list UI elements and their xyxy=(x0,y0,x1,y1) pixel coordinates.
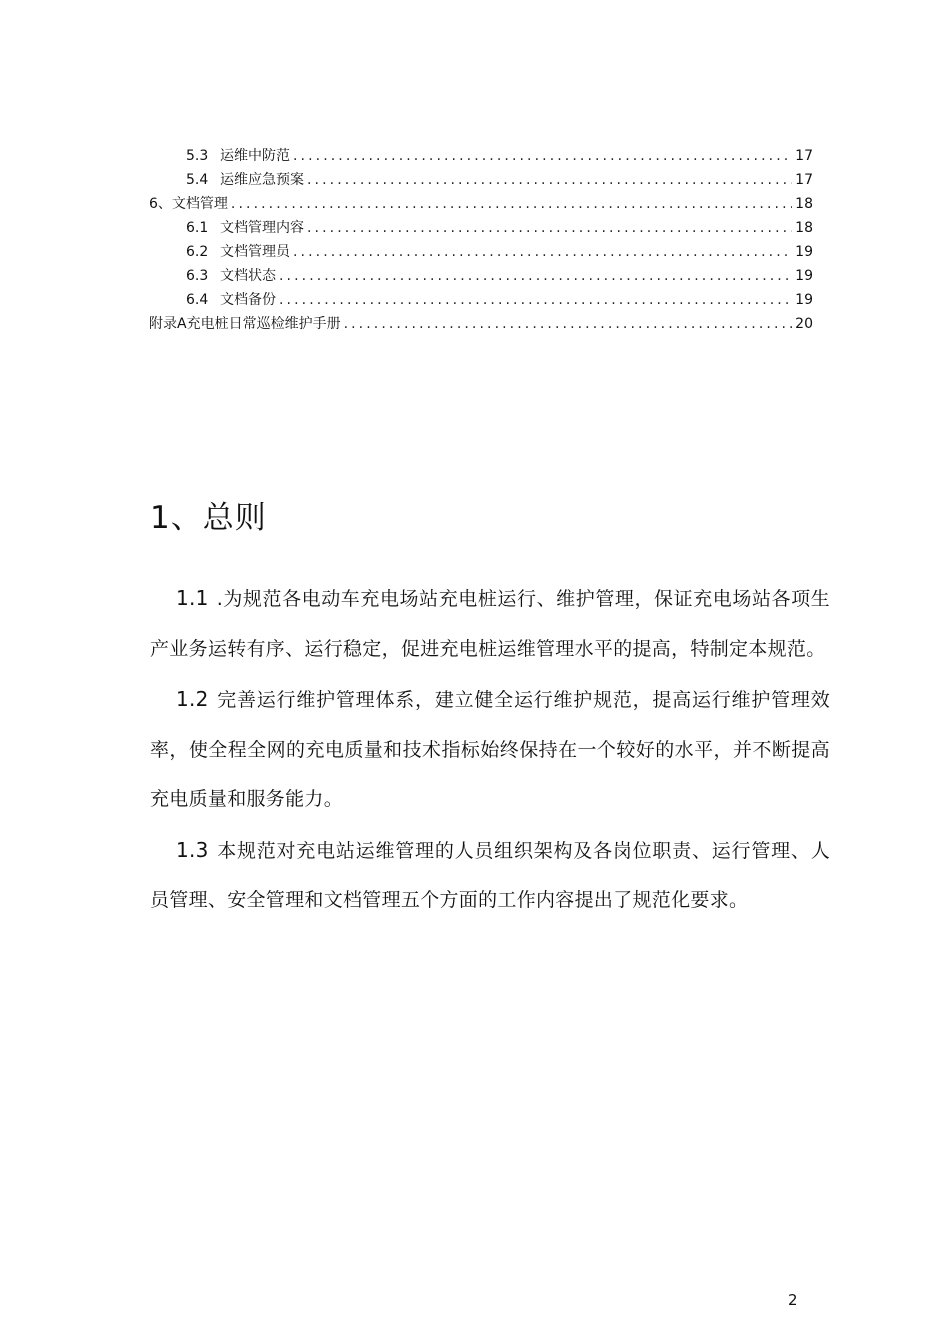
paragraph-text: 本规范对充电站运维管理的人员组织架构及各岗位职责、运行管理、人员管理、安全管理和文档管理五个方面的工作内容提出了规范化要求。 xyxy=(150,839,830,911)
toc-entry-page: 18 xyxy=(795,220,813,236)
toc-entry-title: 运维应急预案 xyxy=(220,172,304,188)
toc-entry-page: 20 xyxy=(795,316,813,332)
toc-entry-title: 附录A充电桩日常巡检维护手册 xyxy=(149,316,341,332)
toc-entry-page: 17 xyxy=(795,148,813,164)
toc-entry-page: 18 xyxy=(795,196,813,212)
toc-entry[interactable] xyxy=(149,242,813,266)
toc-entry-number: 6.3 xyxy=(186,268,209,284)
toc-dot-leader xyxy=(279,290,792,310)
toc-entry-number: 6.4 xyxy=(186,292,209,308)
table-of-contents xyxy=(149,146,813,338)
paragraph xyxy=(150,826,830,926)
toc-entry-page: 17 xyxy=(795,172,813,188)
section-body xyxy=(150,574,830,927)
toc-dot-leader xyxy=(293,242,792,262)
toc-entry-title: 文档管理员 xyxy=(220,244,290,260)
toc-entry-number: 5.4 xyxy=(186,172,209,188)
toc-entry-page: 19 xyxy=(795,268,813,284)
paragraph xyxy=(150,574,830,674)
toc-entry-title: 文档管理内容 xyxy=(220,220,304,236)
paragraph-number: 1.3 xyxy=(176,837,209,862)
page-number: 2 xyxy=(788,1291,798,1309)
toc-entry-title: 文档备份 xyxy=(220,292,276,308)
toc-entry[interactable] xyxy=(149,290,813,314)
section-heading: 1、总则 xyxy=(150,500,267,536)
toc-dot-leader xyxy=(279,266,792,286)
paragraph xyxy=(150,675,830,825)
paragraph-number: 1.1 xyxy=(176,586,209,610)
toc-entry-number: 6.2 xyxy=(186,244,209,260)
toc-entry[interactable] xyxy=(149,194,813,218)
toc-entry-number: 6.1 xyxy=(186,220,209,236)
toc-entry-title: 6、文档管理 xyxy=(149,196,228,212)
toc-entry-page: 19 xyxy=(795,244,813,260)
toc-entry-page: 19 xyxy=(795,292,813,308)
toc-dot-leader xyxy=(307,218,792,238)
toc-dot-leader xyxy=(344,314,793,334)
paragraph-text: .为规范各电动车充电场站充电桩运行、维护管理，保证充电场站各项生产业务运转有序、运行稳定，促进充电桩运维管理水平的提高，特制定本规范。 xyxy=(150,588,830,660)
toc-entry[interactable] xyxy=(149,266,813,290)
toc-entry[interactable] xyxy=(149,170,813,194)
paragraph-number: 1.2 xyxy=(176,687,209,711)
paragraph-text: 完善运行维护管理体系，建立健全运行维护规范，提高运行维护管理效率，使全程全网的充电质量和技术指标始终保持在一个较好的水平，并不断提高充电质量和服务能力。 xyxy=(150,689,830,810)
toc-entry-title: 运维中防范 xyxy=(220,148,290,164)
toc-entry-number: 5.3 xyxy=(186,148,209,164)
toc-dot-leader xyxy=(307,170,792,190)
toc-entry[interactable] xyxy=(149,146,813,170)
toc-entry[interactable] xyxy=(149,314,813,338)
toc-dot-leader xyxy=(231,194,792,214)
toc-dot-leader xyxy=(293,146,792,166)
toc-entry[interactable] xyxy=(149,218,813,242)
toc-entry-title: 文档状态 xyxy=(220,268,276,284)
